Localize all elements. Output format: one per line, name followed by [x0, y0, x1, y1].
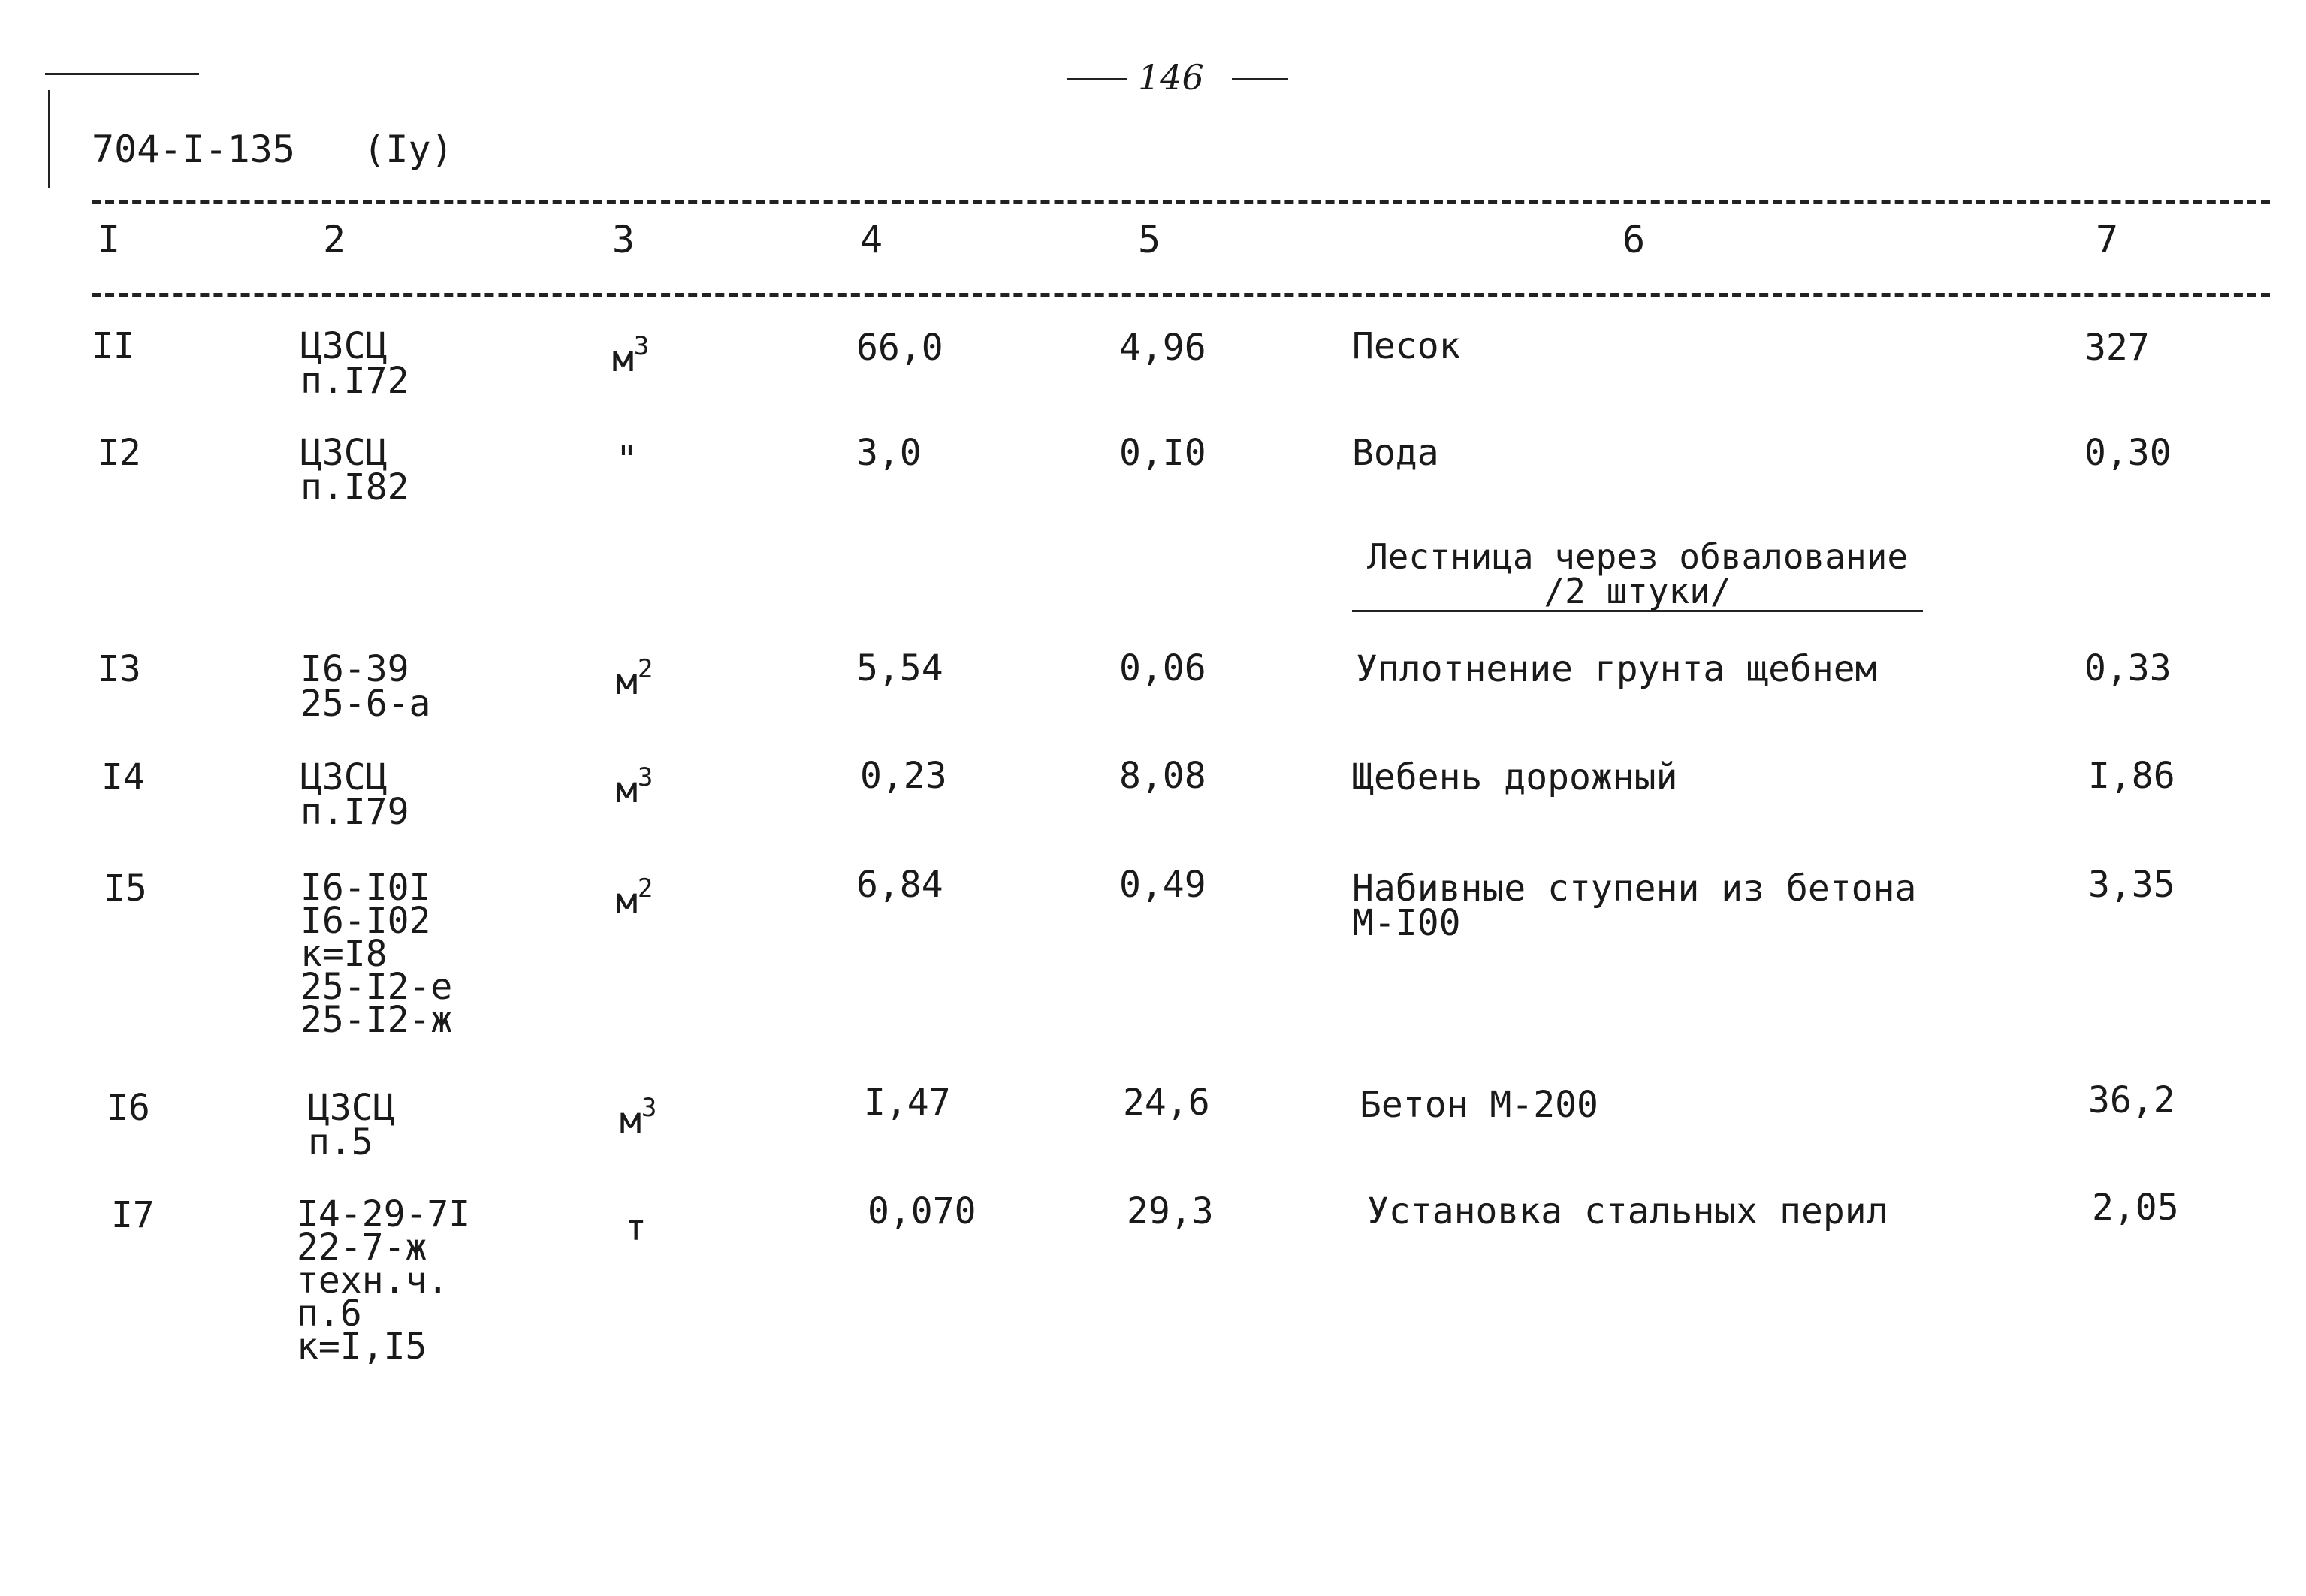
section-title-line1: Лестница через обвалование — [1366, 536, 1909, 577]
row-total: 3,35 — [2088, 864, 2175, 906]
row-unit — [616, 430, 638, 481]
top-left-rule — [45, 73, 199, 75]
row-quantity: 5,54 — [856, 647, 943, 689]
row-number: I7 — [111, 1194, 155, 1236]
left-margin-line — [48, 90, 50, 188]
section-title-line2: /2 штуки/ — [1544, 571, 1731, 611]
row-name: Установка стальных перил — [1367, 1190, 1888, 1232]
row-unit-exponent: 2 — [637, 654, 653, 684]
row-unit-exponent: 3 — [637, 762, 653, 792]
row-reference: I6-I0I I6-I02 к=I8 25-I2-е 25-I2-ж — [300, 867, 453, 1041]
row-name: Щебень дорожный — [1352, 756, 1678, 798]
row-unit-text: м — [616, 769, 638, 811]
row-unit-text: м — [620, 1100, 641, 1142]
row-unit-price: 8,08 — [1119, 755, 1206, 797]
row-name: Вода — [1352, 432, 1439, 474]
row-unit — [620, 1091, 657, 1142]
row-quantity: 66,0 — [856, 327, 943, 369]
row-unit — [616, 652, 653, 703]
column-header-3: 3 — [612, 218, 635, 261]
row-unit — [625, 1198, 647, 1249]
row-reference: ЦЗСЦ п.I72 — [300, 325, 409, 402]
row-quantity: 0,23 — [860, 755, 947, 797]
column-header-2: 2 — [323, 218, 346, 261]
row-unit-text: т — [625, 1207, 647, 1249]
row-total: 2,05 — [2092, 1187, 2179, 1229]
column-header-4: 4 — [860, 218, 883, 261]
column-header-6: 6 — [1622, 218, 1646, 261]
row-total: 36,2 — [2088, 1079, 2175, 1121]
row-unit-price: 0,I0 — [1119, 432, 1206, 474]
row-quantity: 0,070 — [868, 1190, 976, 1232]
row-unit-price: 4,96 — [1119, 327, 1206, 369]
column-header-5: 5 — [1138, 218, 1161, 261]
row-unit-exponent: 3 — [641, 1093, 657, 1123]
row-unit-text: м — [616, 661, 638, 703]
row-unit-text: м — [612, 338, 634, 380]
row-unit-text: м — [616, 880, 638, 922]
row-number: I4 — [101, 756, 145, 798]
header-top-rule — [92, 200, 2270, 204]
page-number: 146 — [1138, 57, 1204, 98]
row-total: I,86 — [2088, 755, 2175, 797]
row-unit — [616, 871, 653, 922]
section-title-underline — [1352, 610, 1923, 612]
document-code-number: 704-I-135 — [92, 128, 295, 171]
row-total: 0,33 — [2084, 647, 2172, 689]
row-name: Набивные ступени из бетона М-I00 — [1352, 867, 1917, 944]
row-total: 327 — [2084, 327, 2150, 369]
row-name: Песок — [1352, 325, 1461, 367]
row-name: Уплотнение грунта щебнем — [1356, 648, 1877, 690]
row-reference: I4-29-7I 22-7-ж техн.ч. п.6 к=I,I5 — [297, 1193, 471, 1368]
row-total: 0,30 — [2084, 432, 2172, 474]
row-unit-exponent: 2 — [637, 873, 653, 904]
row-unit — [612, 329, 650, 380]
row-unit-price: 29,3 — [1127, 1190, 1214, 1232]
page-number-dash-right — [1232, 78, 1288, 80]
page-number-dash-left — [1067, 78, 1127, 80]
document-code-suffix: (Iу) — [363, 128, 454, 171]
row-quantity: I,47 — [864, 1082, 951, 1124]
row-reference: I6-39 25-6-а — [300, 648, 431, 725]
row-unit-price: 0,49 — [1119, 864, 1206, 906]
row-number: I3 — [98, 648, 141, 690]
column-header-7: 7 — [2096, 218, 2119, 261]
header-bottom-rule — [92, 293, 2270, 297]
row-reference: ЦЗСЦ п.I79 — [300, 756, 409, 833]
column-header-1: I — [98, 218, 121, 261]
row-number: I5 — [104, 867, 147, 910]
row-reference: ЦЗСЦ п.I82 — [300, 432, 409, 508]
row-unit-price: 0,06 — [1119, 647, 1206, 689]
row-unit-text: " — [616, 439, 638, 481]
row-number: II — [92, 325, 135, 367]
row-reference: ЦЗСЦ п.5 — [308, 1087, 395, 1163]
row-unit — [616, 760, 653, 811]
row-name: Бетон М-200 — [1360, 1084, 1598, 1126]
row-number: I6 — [107, 1087, 150, 1129]
row-quantity: 3,0 — [856, 432, 922, 474]
row-quantity: 6,84 — [856, 864, 943, 906]
row-unit-price: 24,6 — [1123, 1082, 1210, 1124]
row-unit-exponent: 3 — [633, 331, 650, 361]
document-code — [92, 128, 454, 171]
row-number: I2 — [98, 432, 141, 474]
